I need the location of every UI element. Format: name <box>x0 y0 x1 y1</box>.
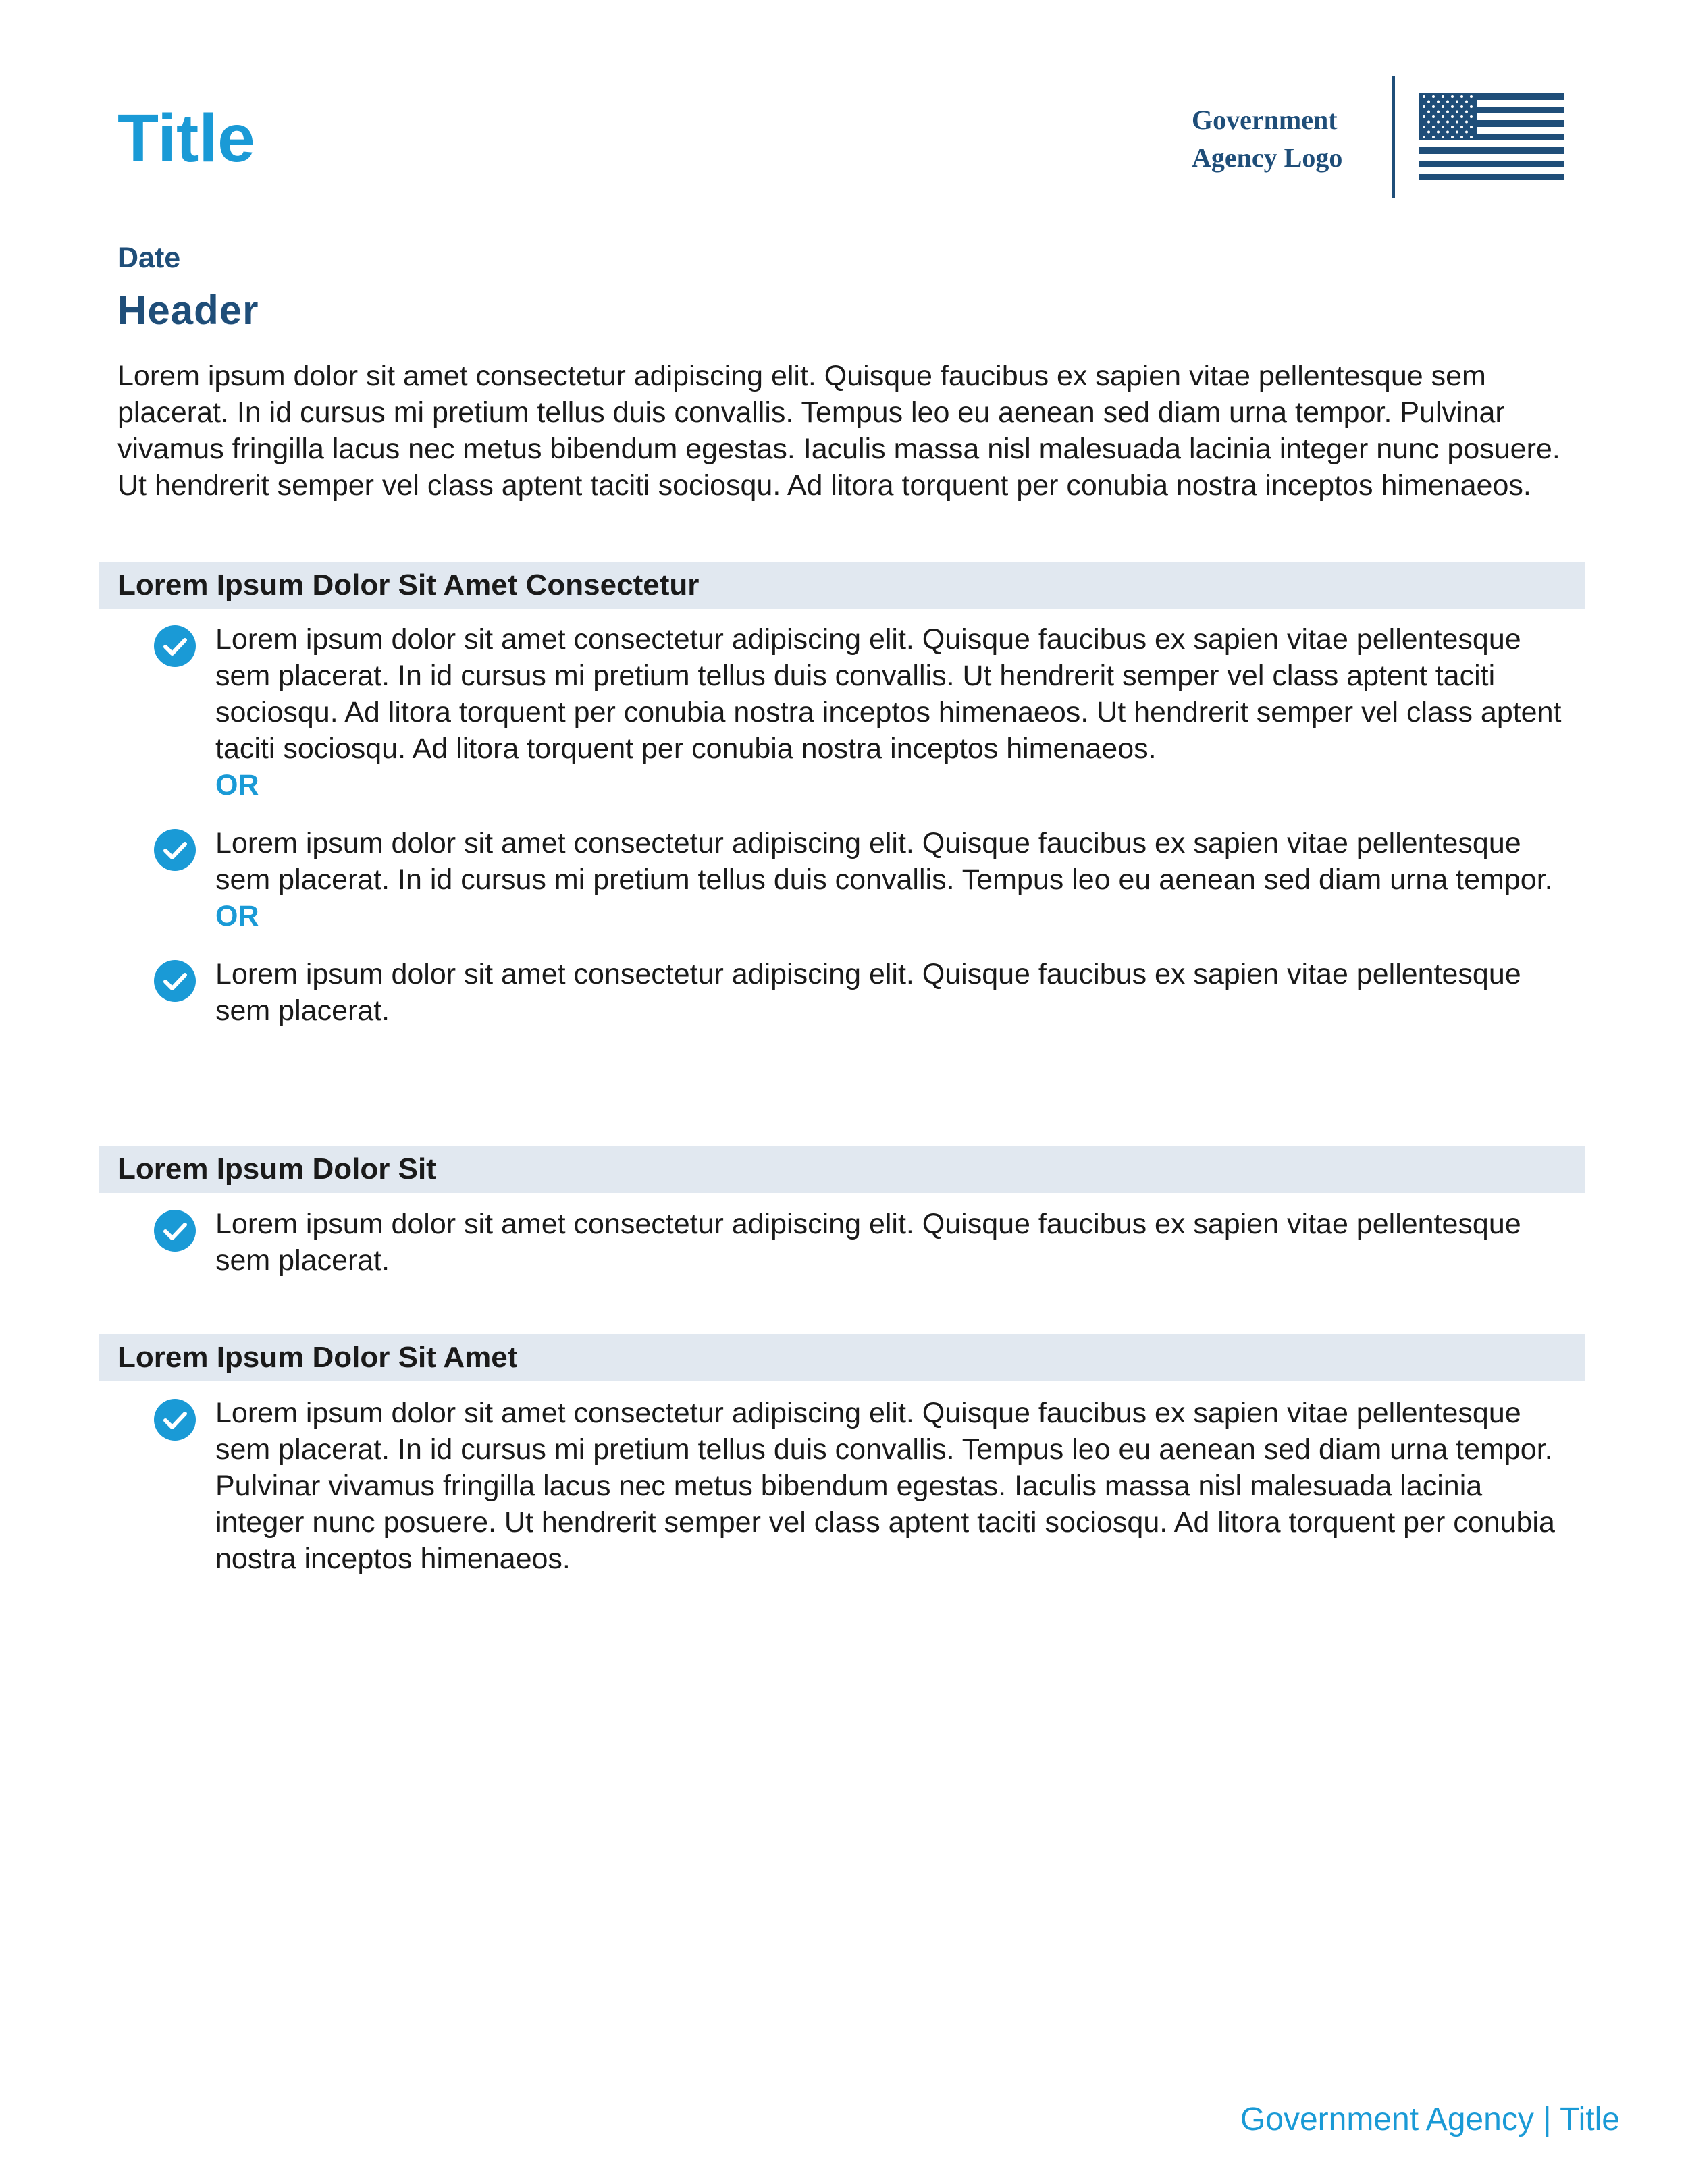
flag-star <box>1456 131 1458 134</box>
flag-star <box>1437 111 1440 113</box>
section-heading: Lorem Ipsum Dolor Sit Amet Consectetur <box>99 562 1585 609</box>
list-item <box>154 956 1579 1029</box>
flag-star <box>1432 126 1435 128</box>
flag-star <box>1460 126 1463 128</box>
or-label: OR <box>215 769 259 801</box>
flag-star <box>1460 105 1463 108</box>
flag-star <box>1437 121 1440 124</box>
flag-star <box>1465 101 1468 103</box>
flag-star <box>1423 136 1425 138</box>
or-label: OR <box>215 900 259 932</box>
list-item <box>154 825 1579 934</box>
flag-star <box>1460 115 1463 118</box>
agency-logo-text <box>1192 101 1342 177</box>
page-footer <box>1240 2101 1620 2138</box>
flag-star <box>1423 126 1425 128</box>
flag-star <box>1432 136 1435 138</box>
us-flag-icon <box>1419 93 1564 180</box>
flag-star <box>1437 101 1440 103</box>
section-heading: Lorem Ipsum Dolor Sit <box>99 1146 1585 1193</box>
flag-star <box>1442 115 1444 118</box>
flag-star <box>1442 95 1444 98</box>
flag-star <box>1470 105 1473 108</box>
flag-star <box>1451 126 1454 128</box>
flag-star <box>1442 136 1444 138</box>
flag-star <box>1470 126 1473 128</box>
flag-star <box>1423 115 1425 118</box>
document-date: Date <box>117 242 181 274</box>
flag-star <box>1470 136 1473 138</box>
flag-star <box>1432 95 1435 98</box>
flag-star <box>1427 101 1430 103</box>
flag-star <box>1427 131 1430 134</box>
flag-star <box>1465 121 1468 124</box>
flag-star <box>1451 95 1454 98</box>
list-item-text: Lorem ipsum dolor sit amet consectetur adipiscing elit. Quisque faucibus ex sapien vitae pellentesque sem placerat. In id cursus mi pretium tellus duis convallis. Tempus leo eu aenean sed diam urna tempor. Pulvinar vivamus fringilla lacus nec metus bibendum egestas. Iaculis massa nisl malesuada lacinia integer nunc posuere. Ut hendrerit semper vel class aptent taciti sociosqu. Ad litora torquent per conubia nostra inceptos himenaeos. <box>215 1397 1555 1575</box>
list-item <box>154 1395 1579 1577</box>
flag-star <box>1423 105 1425 108</box>
check-circle-icon <box>154 1210 196 1252</box>
flag-star <box>1437 131 1440 134</box>
flag-star <box>1451 105 1454 108</box>
logo-line-1: Government <box>1192 105 1338 135</box>
flag-star <box>1451 136 1454 138</box>
flag-star <box>1427 121 1430 124</box>
logo-divider <box>1392 76 1395 198</box>
check-circle-icon <box>154 829 196 871</box>
footer-agency: Government Agency <box>1240 2102 1534 2137</box>
list-item <box>154 1206 1579 1279</box>
list-item-text: Lorem ipsum dolor sit amet consectetur adipiscing elit. Quisque faucibus ex sapien vitae pellentesque sem placerat. <box>215 1208 1521 1277</box>
flag-star <box>1446 101 1449 103</box>
flag-star <box>1446 121 1449 124</box>
flag-star <box>1456 121 1458 124</box>
list-item-text: Lorem ipsum dolor sit amet consectetur adipiscing elit. Quisque faucibus ex sapien vitae pellentesque sem placerat. In id cursus mi pretium tellus duis convallis. Tempus leo eu aenean sed diam urna tempor. OR <box>215 827 1553 932</box>
section-heading: Lorem Ipsum Dolor Sit Amet <box>99 1334 1585 1381</box>
check-circle-icon <box>154 625 196 667</box>
flag-star <box>1442 105 1444 108</box>
flag-star <box>1423 95 1425 98</box>
list-item <box>154 621 1579 803</box>
flag-star <box>1432 105 1435 108</box>
check-circle-icon <box>154 1399 196 1441</box>
list-item-text: Lorem ipsum dolor sit amet consectetur adipiscing elit. Quisque faucibus ex sapien vitae pellentesque sem placerat. <box>215 958 1521 1027</box>
list-item-text: Lorem ipsum dolor sit amet consectetur adipiscing elit. Quisque faucibus ex sapien vitae pellentesque sem placerat. In id cursus mi pretium tellus duis convallis. Ut hendrerit semper vel class aptent taciti sociosqu. Ad litora torquent per conubia nostra inceptos himenaeos. Ut hendrerit semper vel class aptent taciti sociosqu. Ad litora torquent per conubia nostra inceptos himenaeos. OR <box>215 623 1562 801</box>
flag-star <box>1456 101 1458 103</box>
flag-star <box>1465 131 1468 134</box>
footer-separator: | <box>1543 2102 1552 2137</box>
logo-line-2: Agency Logo <box>1192 142 1343 173</box>
flag-star <box>1470 95 1473 98</box>
check-circle-icon <box>154 960 196 1002</box>
flag-star <box>1432 115 1435 118</box>
flag-star <box>1446 111 1449 113</box>
flag-star <box>1427 111 1430 113</box>
flag-star <box>1456 111 1458 113</box>
document-title: Title <box>117 101 255 176</box>
flag-star <box>1451 115 1454 118</box>
flag-star <box>1446 131 1449 134</box>
flag-star <box>1460 95 1463 98</box>
flag-star <box>1442 126 1444 128</box>
footer-title: Title <box>1560 2102 1620 2137</box>
flag-star <box>1470 115 1473 118</box>
flag-star <box>1465 111 1468 113</box>
document-header: Header <box>117 288 259 333</box>
flag-star <box>1460 136 1463 138</box>
intro-paragraph: Lorem ipsum dolor sit amet consectetur adipiscing elit. Quisque faucibus ex sapien vitae pellentesque sem placerat. In id cursus mi pretium tellus duis convallis. Tempus leo eu aenean sed diam urna tempor. Pulvinar vivamus fringilla lacus nec metus bibendum egestas. Iaculis massa nisl malesuada lacinia integer nunc posuere. Ut hendrerit semper vel class aptent taciti sociosqu. Ad litora torquent per conubia nostra inceptos himenaeos. <box>117 360 1560 502</box>
